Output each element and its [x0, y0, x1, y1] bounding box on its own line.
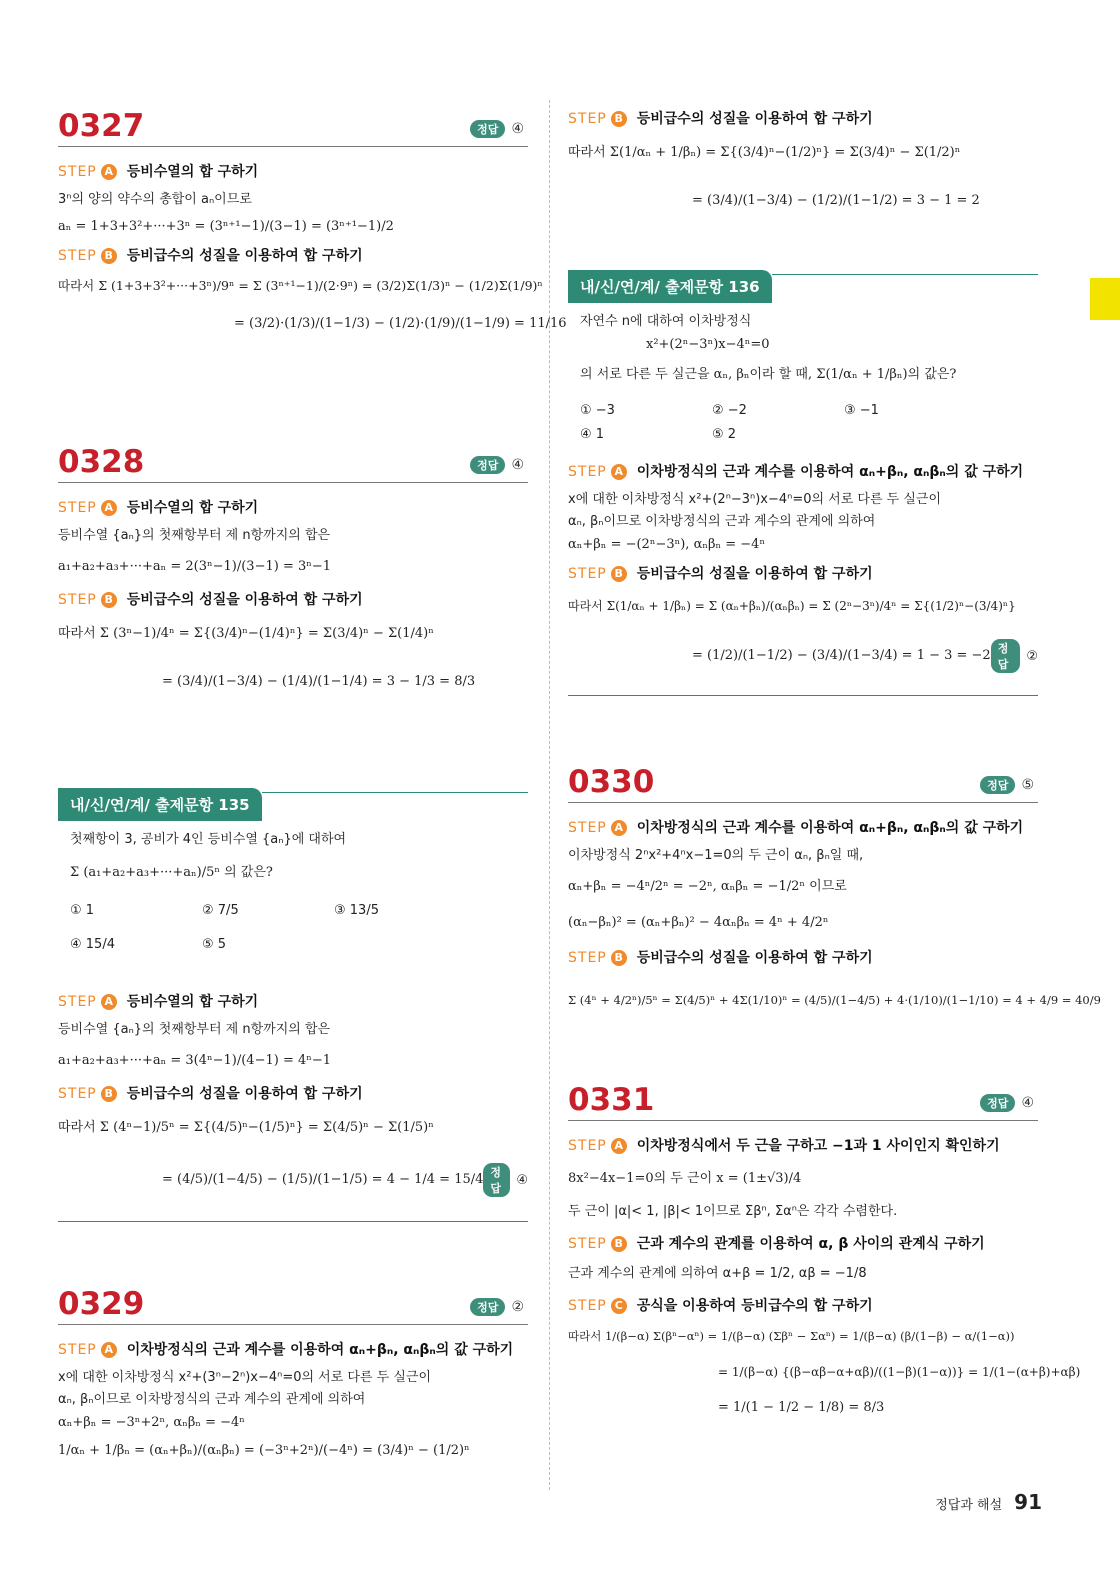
equation-line: 따라서 Σ (1+3+3²+···+3ⁿ)/9ⁿ = Σ (3ⁿ⁺¹−1)/(2·9ⁿ) = (3/2)Σ(1/3)ⁿ − (1/2)Σ(1/9)ⁿ	[58, 278, 543, 293]
step-letter: A	[101, 500, 117, 516]
step-title: 등비급수의 성질을 이용하여 합 구하기	[126, 1086, 363, 1102]
step-b-heading	[568, 947, 1038, 969]
solution-line: x에 대한 이차방정식 x²+(2ⁿ−3ⁿ)x−4ⁿ=0의 서로 다른 두 실근이	[568, 492, 942, 507]
answer-mark	[980, 1094, 1034, 1112]
answer-mark	[470, 456, 524, 474]
equation-line: 1/αₙ + 1/βₙ = (αₙ+βₙ)/(αₙβₙ) = (−3ⁿ+2ⁿ)/(−4ⁿ) = (3/4)ⁿ − (1/2)ⁿ	[58, 1443, 470, 1458]
step-letter: A	[611, 1138, 627, 1154]
step-title: 등비수열의 합 구하기	[126, 994, 259, 1010]
step-label: STEP	[568, 566, 607, 582]
equation-line: Σ (4ⁿ + 4/2ⁿ)/5ⁿ = Σ(4/5)ⁿ + 4Σ(1/10)ⁿ = (4/5)/(1−4/5) + 4·(1/10)/(1−1/10) = 4 + 4/9 = 40/9	[568, 993, 1101, 1007]
exam-header	[568, 270, 1038, 303]
step-label: STEP	[58, 248, 97, 264]
step-b-heading	[568, 563, 1038, 585]
step-a-heading	[58, 991, 528, 1013]
step-letter: A	[611, 820, 627, 836]
step-title: 등비수열의 합 구하기	[126, 500, 259, 516]
step-title: 등비수열의 합 구하기	[126, 164, 259, 180]
equation-line: = 1/(β−α) {(β−αβ−α+αβ)/((1−β)(1−α))} = 1/(1−(α+β)+αβ)	[718, 1365, 1081, 1379]
answer-badge: 정답	[980, 1094, 1015, 1112]
choice-4[interactable]: ④ 15/4	[70, 937, 115, 952]
solution-line: 근과 계수의 관계에 의하여 α+β = 1/2, αβ = −1/8	[568, 1266, 867, 1281]
choice-list	[70, 899, 528, 957]
answer-mark	[980, 776, 1034, 794]
choice-list	[580, 399, 1038, 447]
step-letter: B	[611, 111, 627, 127]
answer-mark	[470, 1298, 524, 1316]
step-label: STEP	[58, 592, 97, 608]
choice-4[interactable]: ④ 1	[580, 427, 605, 442]
step-title: 등비급수의 성질을 이용하여 합 구하기	[636, 111, 873, 127]
chapter-tab-marker	[1090, 278, 1120, 320]
exam-tag: 내/신/연/계/ 출제문항 135	[58, 788, 262, 821]
step-b-heading	[58, 589, 528, 611]
final-line	[568, 639, 1038, 673]
equation-line: = (3/4)/(1−3/4) − (1/4)/(1−1/4) = 3 − 1/3 = 8/3	[162, 674, 476, 689]
choice-3[interactable]: ③ −1	[844, 403, 879, 418]
exam-end-rule	[58, 1221, 528, 1222]
step-a-heading	[568, 461, 1038, 483]
equation-line: a₁+a₂+a₃+···+aₙ = 3(4ⁿ−1)/(4−1) = 4ⁿ−1	[58, 1053, 332, 1068]
step-letter: B	[101, 248, 117, 264]
exam-end-rule	[568, 695, 1038, 696]
exam-rule	[262, 792, 528, 793]
solution-line: 3ⁿ의 양의 약수의 총합이 aₙ이므로	[58, 192, 252, 207]
step-b-heading	[568, 108, 1038, 130]
equation-line: = (4/5)/(1−4/5) − (1/5)/(1−1/5) = 4 − 1/4 = 15/4	[162, 1172, 484, 1187]
question-line: 첫째항이 3, 공비가 4인 등비수열 {aₙ}에 대하여	[70, 832, 347, 847]
answer-mark	[483, 1163, 528, 1197]
answer-mark	[470, 120, 524, 138]
final-line	[58, 1163, 528, 1197]
problem-0329-continued	[568, 104, 1038, 214]
step-letter: A	[101, 1342, 117, 1358]
title-rule	[568, 1120, 1038, 1121]
problem-number: 0327	[58, 108, 145, 144]
step-label: STEP	[568, 1236, 607, 1252]
step-letter: A	[611, 464, 627, 480]
exam-question-body	[58, 829, 528, 957]
equation-line: 따라서 Σ (3ⁿ−1)/4ⁿ = Σ{(3/4)ⁿ−(1/4)ⁿ} = Σ(3/4)ⁿ − Σ(1/4)ⁿ	[58, 626, 434, 641]
problem-0331	[568, 1082, 1081, 1421]
step-label: STEP	[58, 500, 97, 516]
solution-line: αₙ, βₙ이므로 이차방정식의 근과 계수의 관계에 의하여	[568, 514, 876, 529]
column-divider	[549, 100, 550, 1490]
title-rule	[58, 1324, 528, 1325]
equation-line: a₁+a₂+a₃+···+aₙ = 2(3ⁿ−1)/(3−1) = 3ⁿ−1	[58, 559, 332, 574]
answer-value: ⑤	[1021, 777, 1034, 793]
answer-value: ②	[511, 1299, 524, 1315]
step-b-heading	[568, 1233, 1038, 1255]
exam-rule	[772, 274, 1038, 275]
choice-1[interactable]: ① −3	[580, 403, 615, 418]
choice-3[interactable]: ③ 13/5	[334, 903, 379, 918]
problem-number: 0328	[58, 444, 145, 480]
solution-line: x에 대한 이차방정식 x²+(3ⁿ−2ⁿ)x−4ⁿ=0의 서로 다른 두 실근이	[58, 1370, 432, 1385]
answer-value: ②	[1026, 648, 1038, 664]
step-title: 공식을 이용하여 등비급수의 합 구하기	[636, 1298, 873, 1314]
step-title: 이차방정식에서 두 근을 구하고 −1과 1 사이인지 확인하기	[636, 1138, 1000, 1154]
title-rule	[58, 146, 528, 147]
equation-line: 따라서 Σ (4ⁿ−1)/5ⁿ = Σ{(4/5)ⁿ−(1/5)ⁿ} = Σ(4/5)ⁿ − Σ(1/5)ⁿ	[58, 1120, 434, 1135]
answer-badge: 정답	[980, 776, 1015, 794]
choice-2[interactable]: ② 7/5	[202, 903, 239, 918]
equation-line: = (3/2)·(1/3)/(1−1/3) − (1/2)·(1/9)/(1−1/9) = 11/16	[234, 316, 567, 331]
equation-line: 따라서 1/(β−α) Σ(βⁿ−αⁿ) = 1/(β−α) (Σβⁿ − Σαⁿ) = 1/(β−α) (β/(1−β) − α/(1−α))	[568, 1329, 1015, 1343]
step-title: 등비급수의 성질을 이용하여 합 구하기	[636, 950, 873, 966]
equation-line: aₙ = 1+3+3²+···+3ⁿ = (3ⁿ⁺¹−1)/(3−1) = (3ⁿ⁺¹−1)/2	[58, 219, 394, 234]
problem-number: 0329	[58, 1286, 145, 1322]
equation-line: 따라서 Σ(1/αₙ + 1/βₙ) = Σ{(3/4)ⁿ−(1/2)ⁿ} = Σ(3/4)ⁿ − Σ(1/2)ⁿ	[568, 145, 961, 160]
equation-line: (αₙ−βₙ)² = (αₙ+βₙ)² − 4αₙβₙ = 4ⁿ + 4/2ⁿ	[568, 915, 829, 930]
step-title: 등비급수의 성질을 이용하여 합 구하기	[126, 248, 363, 264]
title-rule	[58, 482, 528, 483]
solution-line: 두 근이 |α|< 1, |β|< 1이므로 Σβⁿ, Σαⁿ은 각각 수렴한다.	[568, 1204, 898, 1219]
answer-value: ④	[511, 457, 524, 473]
step-letter: B	[101, 592, 117, 608]
question-line: Σ (a₁+a₂+a₃+···+aₙ)/5ⁿ 의 값은?	[70, 865, 273, 880]
exam-tag: 내/신/연/계/ 출제문항 136	[568, 270, 772, 303]
solution-line: 등비수열 {aₙ}의 첫째항부터 제 n항까지의 합은	[58, 1022, 331, 1037]
step-label: STEP	[58, 1342, 97, 1358]
problem-number: 0331	[568, 1082, 655, 1118]
step-a-heading	[58, 161, 528, 183]
step-b-heading	[58, 1083, 528, 1105]
answer-badge: 정답	[470, 1298, 505, 1316]
answer-badge: 정답	[483, 1163, 510, 1197]
step-letter: B	[611, 950, 627, 966]
step-title: 이차방정식의 근과 계수를 이용하여 αₙ+βₙ, αₙβₙ의 값 구하기	[126, 1342, 514, 1358]
footer-label: 정답과 해설	[935, 1498, 1003, 1513]
title-rule	[568, 802, 1038, 803]
solution-line: 이차방정식 2ⁿx²+4ⁿx−1=0의 두 근이 αₙ, βₙ일 때,	[568, 848, 864, 863]
solution-line: 등비수열 {aₙ}의 첫째항부터 제 n항까지의 합은	[58, 528, 331, 543]
step-label: STEP	[568, 950, 607, 966]
answer-value: ④	[511, 121, 524, 137]
problem-number: 0330	[568, 764, 655, 800]
step-label: STEP	[58, 994, 97, 1010]
equation-line: = (1/2)/(1−1/2) − (3/4)/(1−3/4) = 1 − 3 = −2	[692, 648, 991, 663]
equation-line: αₙ+βₙ = −4ⁿ/2ⁿ = −2ⁿ, αₙβₙ = −1/2ⁿ 이므로	[568, 879, 847, 894]
problem-0327	[58, 108, 567, 337]
answer-value: ④	[1021, 1095, 1034, 1111]
answer-mark	[991, 639, 1038, 673]
step-c-heading	[568, 1295, 1038, 1317]
step-a-heading	[58, 497, 528, 519]
step-letter: B	[101, 1086, 117, 1102]
solution-line: αₙ, βₙ이므로 이차방정식의 근과 계수의 관계에 의하여	[58, 1392, 366, 1407]
answer-badge: 정답	[470, 120, 505, 138]
step-label: STEP	[568, 1298, 607, 1314]
step-label: STEP	[568, 820, 607, 836]
page-footer	[935, 1490, 1042, 1514]
choice-2[interactable]: ② −2	[712, 403, 747, 418]
step-label: STEP	[568, 111, 607, 127]
step-label: STEP	[58, 1086, 97, 1102]
problem-0329	[58, 1286, 528, 1463]
equation-line: 8x²−4x−1=0의 두 근이 x = (1±√3)/4	[568, 1171, 802, 1186]
question-line: x²+(2ⁿ−3ⁿ)x−4ⁿ=0	[646, 337, 770, 352]
answer-badge: 정답	[470, 456, 505, 474]
choice-5[interactable]: ⑤ 5	[202, 937, 227, 952]
step-letter: A	[101, 164, 117, 180]
answer-value: ④	[516, 1172, 528, 1188]
equation-line: 따라서 Σ(1/αₙ + 1/βₙ) = Σ (αₙ+βₙ)/(αₙβₙ) = Σ (2ⁿ−3ⁿ)/4ⁿ = Σ{(1/2)ⁿ−(3/4)ⁿ}	[568, 599, 1016, 613]
step-title: 등비급수의 성질을 이용하여 합 구하기	[126, 592, 363, 608]
step-title: 이차방정식의 근과 계수를 이용하여 αₙ+βₙ, αₙβₙ의 값 구하기	[636, 820, 1024, 836]
step-label: STEP	[568, 1138, 607, 1154]
exam-header	[58, 788, 528, 821]
choice-1[interactable]: ① 1	[70, 903, 95, 918]
step-b-heading	[58, 245, 528, 267]
equation-line: = 1/(1 − 1/2 − 1/8) = 8/3	[718, 1400, 885, 1415]
step-letter: B	[611, 1236, 627, 1252]
answer-badge: 정답	[991, 639, 1021, 673]
problem-0330	[568, 764, 1101, 1013]
question-line: 의 서로 다른 두 실근을 αₙ, βₙ이라 할 때, Σ(1/αₙ + 1/βₙ)의 값은?	[580, 367, 957, 382]
step-label: STEP	[58, 164, 97, 180]
step-label: STEP	[568, 464, 607, 480]
step-a-heading	[568, 817, 1038, 839]
choice-5[interactable]: ⑤ 2	[712, 427, 737, 442]
question-line: 자연수 n에 대하여 이차방정식	[580, 314, 752, 329]
equation-line: αₙ+βₙ = −3ⁿ+2ⁿ, αₙβₙ = −4ⁿ	[58, 1415, 245, 1430]
equation-line: = (3/4)/(1−3/4) − (1/2)/(1−1/2) = 3 − 1 = 2	[692, 193, 980, 208]
step-a-heading	[568, 1135, 1038, 1157]
exam-question-body	[568, 311, 1038, 447]
exam-question-135	[58, 788, 528, 1222]
step-letter: A	[101, 994, 117, 1010]
step-letter: C	[611, 1298, 627, 1314]
equation-line: αₙ+βₙ = −(2ⁿ−3ⁿ), αₙβₙ = −4ⁿ	[568, 537, 766, 552]
step-letter: B	[611, 566, 627, 582]
step-a-heading	[58, 1339, 528, 1361]
step-title: 등비급수의 성질을 이용하여 합 구하기	[636, 566, 873, 582]
exam-question-136	[568, 270, 1038, 696]
step-title: 이차방정식의 근과 계수를 이용하여 αₙ+βₙ, αₙβₙ의 값 구하기	[636, 464, 1024, 480]
problem-0328	[58, 444, 528, 695]
page-number: 91	[1014, 1490, 1042, 1514]
step-title: 근과 계수의 관계를 이용하여 α, β 사이의 관계식 구하기	[636, 1236, 985, 1252]
